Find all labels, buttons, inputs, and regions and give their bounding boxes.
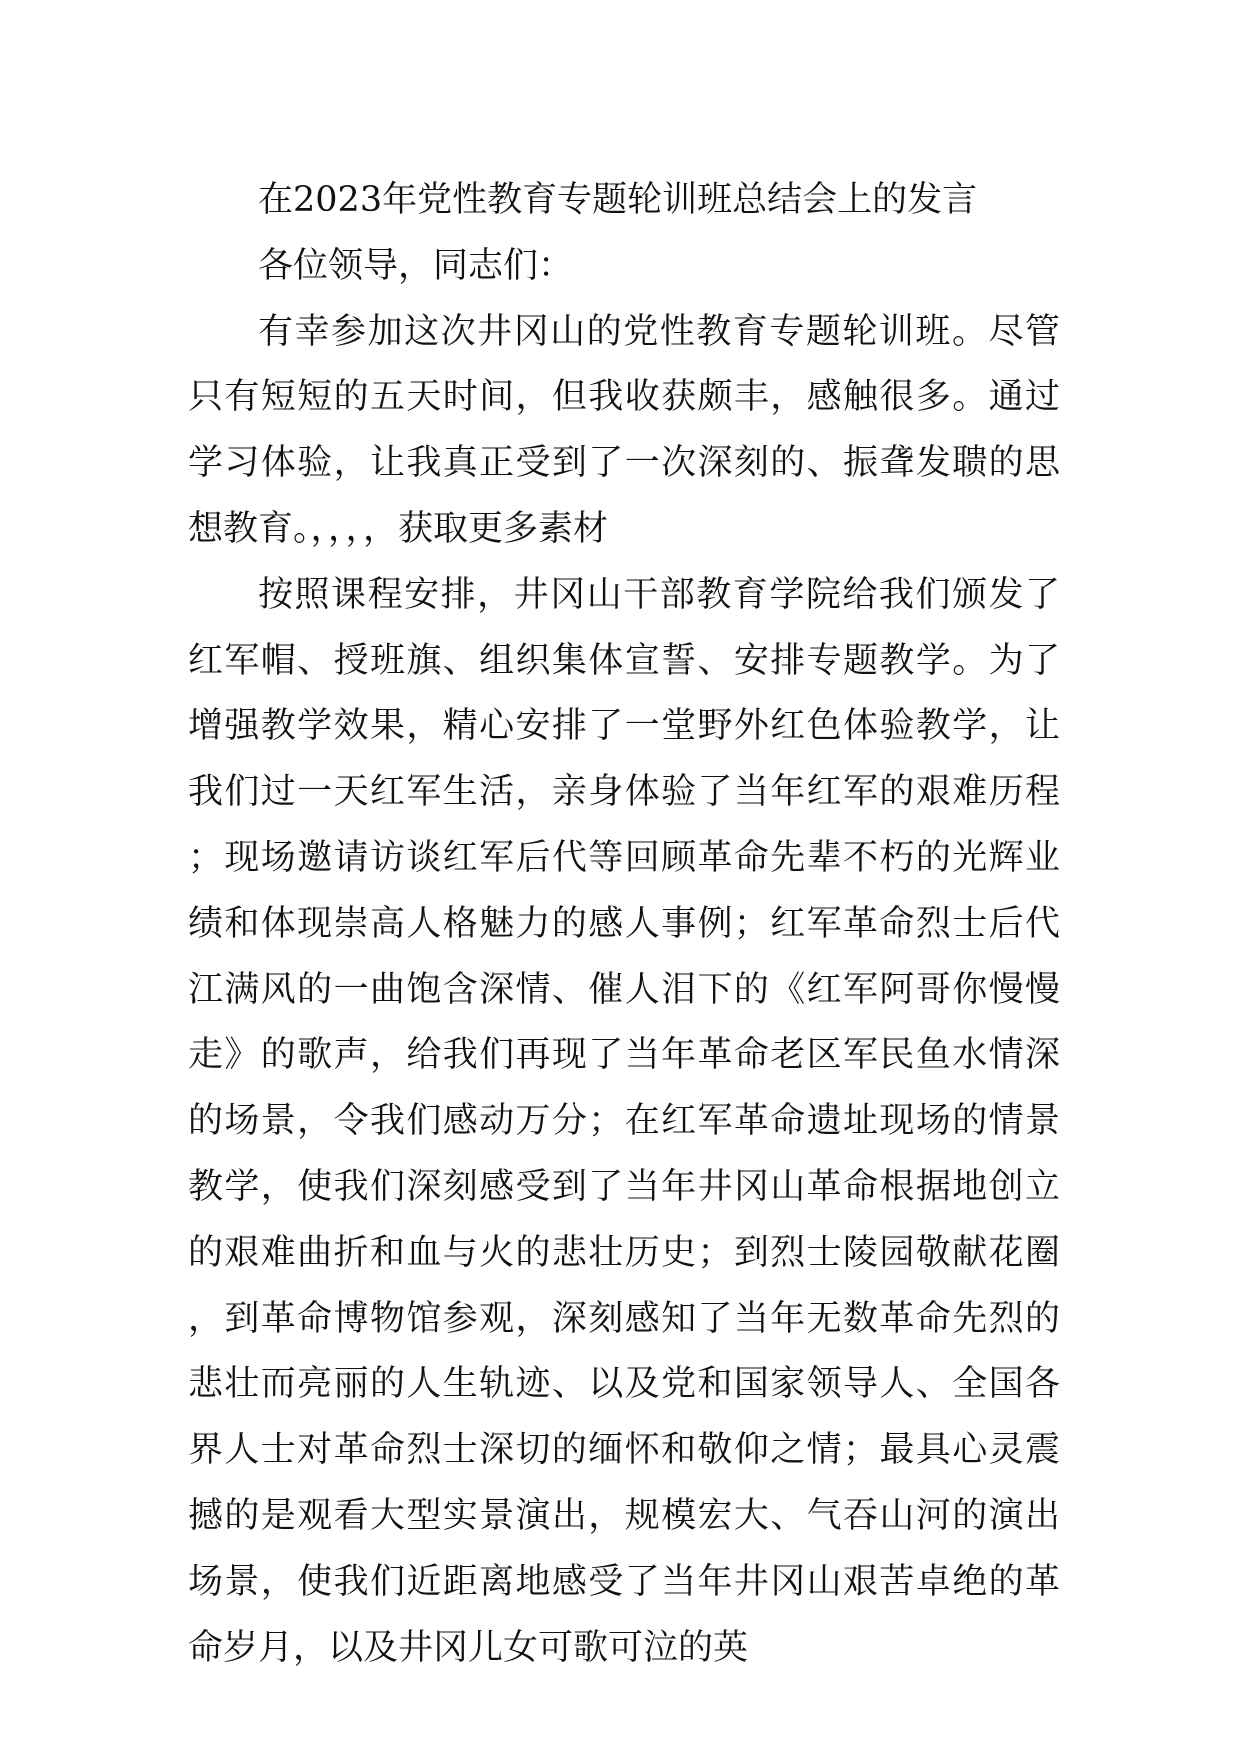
- document-title: [188, 168, 1060, 234]
- document-body: [188, 168, 1060, 1681]
- title-suffix: 年党性教育专题轮训班总结会上的发言: [382, 180, 978, 220]
- title-year: 2023: [293, 180, 383, 220]
- title-prefix: 在: [258, 180, 294, 220]
- salutation: 各位领导，同志们：: [258, 245, 574, 286]
- paragraph-2: 按照课程安排，井冈山干部教育学院给我们颁发了红军帽、授班旗、组织集体宣誓、安排专题教学。为了增强教学效果，精心安排了一堂野外红色体验教学，让我们过一天红军生活，亲身体验了当年红军的艰难历程；现场邀请访谈红军后代等回顾革命先辈不朽的光辉业绩和体现崇高人格魅力的感人事例；红军革命烈士后代江满风的一曲饱含深情、催人泪下的《红军阿哥你慢慢走》的歌声，给我们再现了当年革命老区军民鱼水情深的场景，令我们感动万分；在红军革命遗址现场的情景教学，使我们深刻感受到了当年井冈山革命根据地创立的艰难曲折和血与火的悲壮历史；到烈士陵园敬献花圈，到革命博物馆参观，深刻感知了当年无数革命先烈的悲壮而亮丽的人生轨迹、以及党和国家领导人、全国各界人士对革命烈士深切的缅怀和敬仰之情；最具心灵震撼的是观看大型实景演出，规模宏大、气吞山河的演出场景，使我们近距离地感受了当年井冈山艰苦卓绝的革命岁月，以及井冈儿女可歌可泣的英: [188, 574, 1060, 1668]
- paragraph-1: 有幸参加这次井冈山的党性教育专题轮训班。尽管只有短短的五天时间，但我收获颇丰，感触很多。通过学习体验，让我真正受到了一次深刻的、振聋发聩的思想教育。，，，，获取更多素材: [188, 311, 1060, 549]
